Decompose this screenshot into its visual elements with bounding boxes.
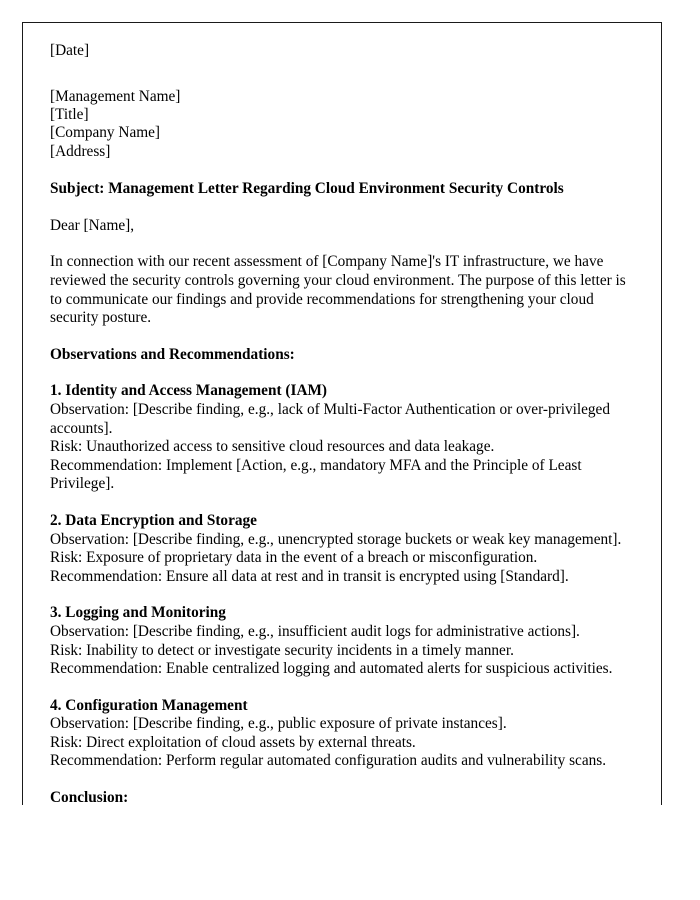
- spacer-after-section-2: [50, 586, 634, 604]
- section-2-risk: Risk: Exposure of proprietary data in the event of a breach or misconfiguration.: [50, 549, 538, 567]
- letter-body: [50, 42, 634, 808]
- section-3: [50, 604, 634, 678]
- section-1-heading: 1. Identity and Access Management (IAM): [50, 382, 328, 400]
- recipient-title: [Title]: [50, 106, 89, 123]
- spacer-after-address: [50, 161, 634, 180]
- section-4-recommendation: Recommendation: Perform regular automated configuration audits and vulnerability scans.: [50, 752, 607, 770]
- section-1-recommendation: Recommendation: Implement [Action, e.g., mandatory MFA and the Principle of Least Privilege].: [50, 456, 586, 493]
- section-4-observation: Observation: [Describe finding, e.g., public exposure of private instances].: [50, 715, 507, 733]
- recipient-name: [Management Name]: [50, 87, 181, 105]
- section-2-recommendation: Recommendation: Ensure all data at rest and in transit is encrypted using [Standard].: [50, 567, 569, 585]
- section-3-risk: Risk: Inability to detect or investigate security incidents in a timely manner.: [50, 641, 514, 659]
- document-page: [22, 22, 662, 805]
- observations-heading: Observations and Recommendations:: [50, 345, 295, 363]
- intro-paragraph: In connection with our recent assessment of [Company Name]'s IT infrastructure, we have reviewed the security controls governing your cloud environment. The purpose of this letter is to communicate our findings and provide recommendations for strengthening your cloud security posture.: [50, 253, 630, 327]
- section-2-observation: Observation: [Describe finding, e.g., unencrypted storage buckets or weak key management].: [50, 530, 622, 548]
- section-2-heading: 2. Data Encryption and Storage: [50, 511, 257, 529]
- section-3-heading: 3. Logging and Monitoring: [50, 604, 226, 622]
- spacer-after-subject: [50, 199, 634, 217]
- recipient-address-block: [50, 88, 634, 162]
- spacer-after-section-1: [50, 494, 634, 512]
- section-4-risk: Risk: Direct exploitation of cloud assets by external threats.: [50, 733, 416, 751]
- conclusion-heading: Conclusion:: [50, 789, 129, 807]
- spacer-after-intro: [50, 328, 634, 346]
- letter-date: [Date]: [50, 42, 90, 59]
- spacer-after-date: [50, 61, 634, 88]
- subject-line: Subject: Management Letter Regarding Cloud Environment Security Controls: [50, 180, 564, 198]
- spacer-after-observations-heading: [50, 364, 634, 382]
- recipient-address: [Address]: [50, 142, 111, 160]
- salutation: Dear [Name],: [50, 216, 135, 234]
- spacer-after-section-3: [50, 679, 634, 697]
- section-3-recommendation: Recommendation: Enable centralized logging and automated alerts for suspicious activities.: [50, 660, 613, 678]
- section-3-observation: Observation: [Describe finding, e.g., insufficient audit logs for administrative actions].: [50, 622, 580, 640]
- section-4-heading: 4. Configuration Management: [50, 696, 248, 714]
- section-1-observation: Observation: [Describe finding, e.g., lack of Multi-Factor Authentication or over-privileged accounts].: [50, 400, 614, 437]
- spacer-after-salutation: [50, 235, 634, 253]
- section-4: [50, 697, 634, 771]
- recipient-company: [Company Name]: [50, 124, 161, 142]
- section-1-risk: Risk: Unauthorized access to sensitive cloud resources and data leakage.: [50, 438, 495, 456]
- spacer-after-section-4: [50, 771, 634, 789]
- section-1: [50, 382, 634, 494]
- section-2: [50, 512, 634, 586]
